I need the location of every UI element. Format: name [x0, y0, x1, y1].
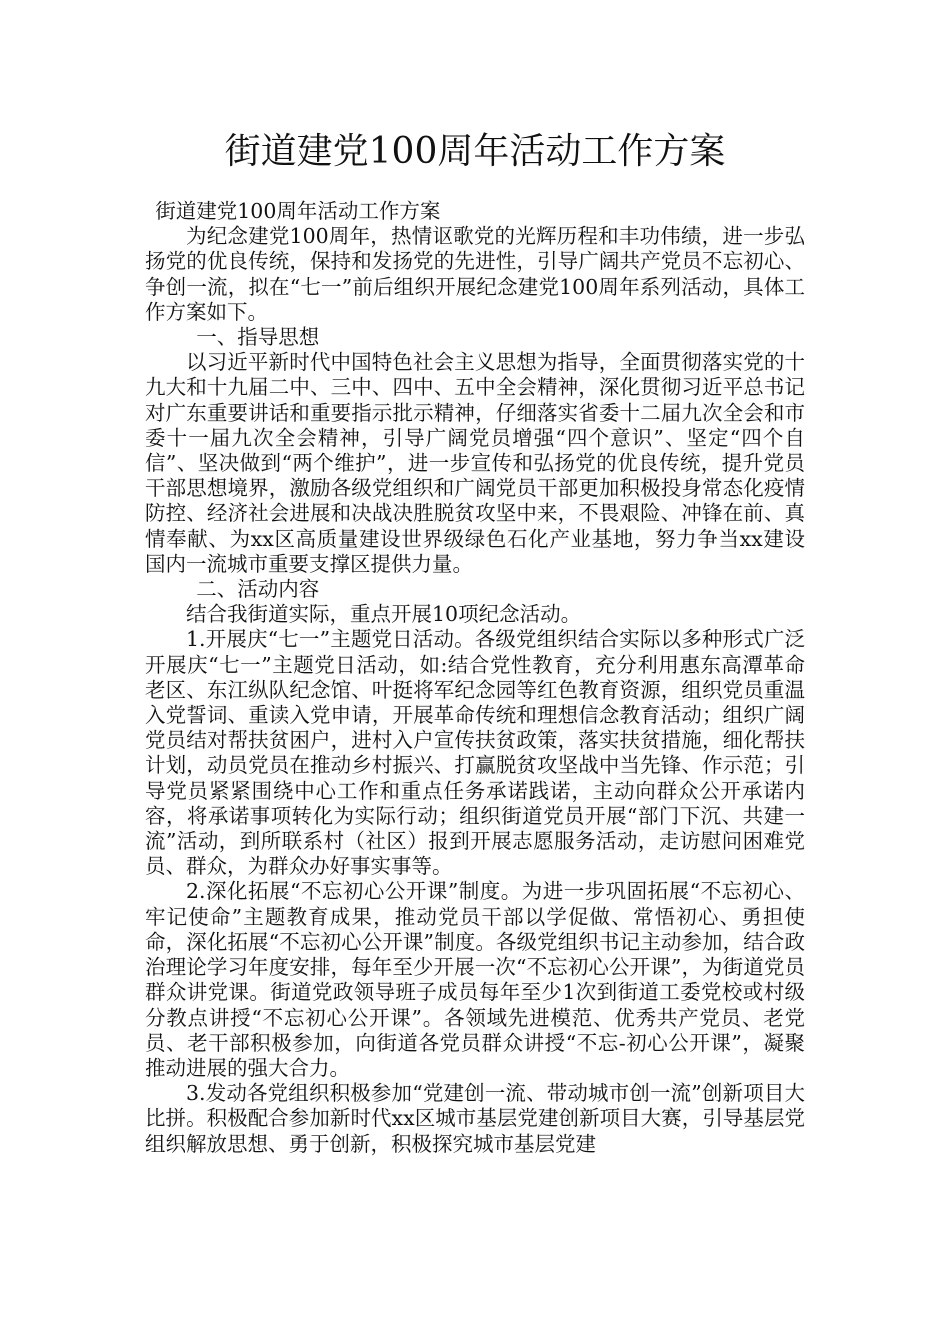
guiding-thought-paragraph: 以习近平新时代中国特色社会主义思想为指导，全面贯彻落实党的十九大和十九届二中、三中、四中、五中全会精神，深化贯彻习近平总书记对广东重要讲话和重要指示批示精神，仔细落实省委十二届九次全会和市委十一届九次全会精神，引导广阔党员增强“四个意识”、坚定“四个自信”、坚决做到“两个维护”，进一步宣传和弘扬党的优良传统，提升党员干部思想境界，激励各级党组织和广阔党员干部更加积极投身常态化疫情防控、经济社会进展和决战决胜脱贫攻坚中来，不畏艰险、冲锋在前、真情奉献、为xx区高质量建设世界级绿色石化产业基地，努力争当xx建设国内一流城市重要支撑区提供力量。 — [145, 350, 805, 576]
activity-item-1: 1.开展庆“七一”主题党日活动。各级党组织结合实际以多种形式广泛开展庆“七一”主题党日活动，如:结合党性教育，充分利用惠东高潭革命老区、东江纵队纪念馆、叶挺将军纪念园等红色教育资源，组织党员重温入党誓词、重读入党申请，开展革命传统和理想信念教育活动；组织广阔党员结对帮扶贫困户，进村入户宣传扶贫政策，落实扶贫措施，细化帮扶计划，动员党员在推动乡村振兴、打赢脱贫攻坚战中当先锋、作示范；引导党员紧紧围绕中心工作和重点任务承诺践诺，主动向群众公开承诺内容，将承诺事项转化为实际行动；组织街道党员开展“部门下沉、共建一流”活动，到所联系村（社区）报到开展志愿服务活动，走访慰问困难党员、群众，为群众办好事实事等。 — [145, 627, 805, 879]
section-heading-activities: 二、活动内容 — [196, 577, 320, 602]
activities-intro-paragraph: 结合我街道实际，重点开展10项纪念活动。 — [186, 602, 582, 627]
document-body — [145, 199, 805, 1157]
activity-item-2: 2.深化拓展“不忘初心公开课”制度。为进一步巩固拓展“不忘初心、牢记使命”主题教育成果，推动党员干部以学促做、常悟初心、勇担使命，深化拓展“不忘初心公开课”制度。各级党组织书记主动参加，结合政治理论学习年度安排，每年至少开展一次“不忘初心公开课”，为街道党员群众讲党课。街道党政领导班子成员每年至少1次到街道工委党校或村级分教点讲授“不忘初心公开课”。各领域先进模范、优秀共产党员、老党员、老干部积极参加，向街道各党员群众讲授“不忘-初心公开课”，凝聚推动进展的强大合力。 — [145, 879, 805, 1080]
document-subtitle: 街道建党100周年活动工作方案 — [155, 199, 441, 223]
document-title: 街道建党100周年活动工作方案 — [224, 131, 726, 172]
activity-item-3: 3.发动各党组织积极参加“党建创一流、带动城市创一流”创新项目大比拼。积极配合参加新时代xx区城市基层党建创新项目大赛，引导基层党组织解放思想、勇于创新，积极探究城市基层党建 — [145, 1081, 805, 1156]
section-heading-guiding-thought: 一、指导思想 — [196, 325, 320, 350]
intro-paragraph: 为纪念建党100周年，热情讴歌党的光辉历程和丰功伟绩，进一步弘扬党的优良传统，保持和发扬党的先进性，引导广阔共产党员不忘初心、争创一流，拟在“七一”前后组织开展纪念建党100周年系列活动，具体工作方案如下。 — [145, 224, 805, 324]
